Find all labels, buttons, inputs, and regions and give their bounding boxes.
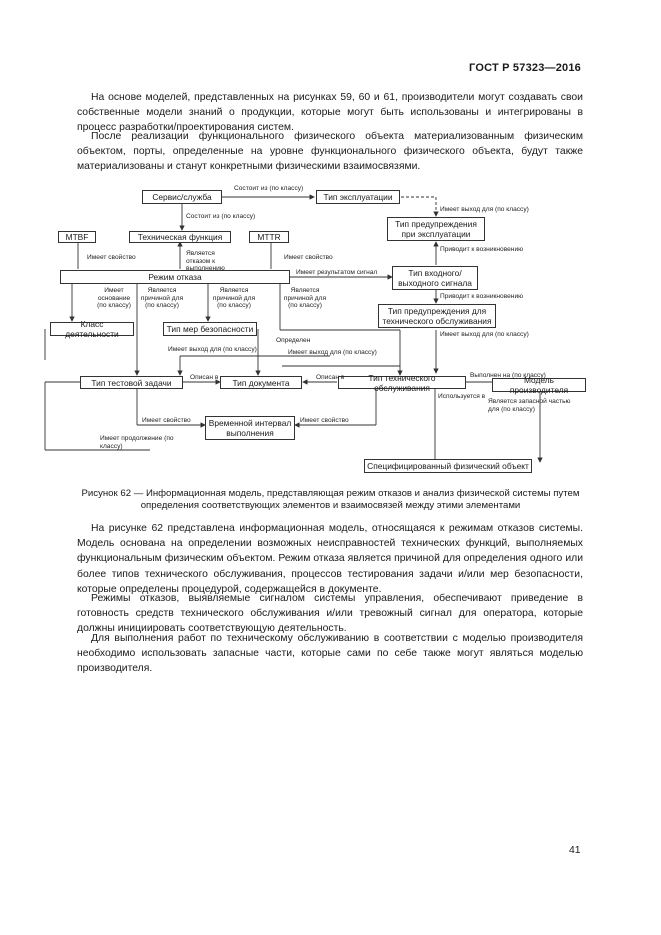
label-is-failure-cause: Является отказом к выполнению — [186, 250, 225, 273]
label-described-in-1: Описан в — [190, 374, 219, 381]
activity-class-box: Класс деятельности — [50, 322, 134, 336]
label-is-spare-part: Является запасной частью для (по классу) — [488, 398, 571, 413]
mtbf-box: MTBF — [58, 231, 96, 243]
tech-function-box: Техническая функция — [129, 231, 231, 243]
label-leads-to-1: Приводит к возникновению — [440, 246, 524, 253]
document-type-box: Тип документа — [220, 376, 302, 389]
io-signal-type-box: Тип входного/ выходного сигнала — [392, 266, 478, 290]
standard-header: ГОСТ Р 57323—2016 — [469, 62, 581, 74]
label-has-result-signal: Имеет результатом сигнал — [296, 269, 378, 276]
test-task-type-box: Тип тестовой задачи — [80, 376, 183, 389]
label-has-property-left: Имеет свойство — [142, 417, 191, 424]
service-box: Сервис/служба — [142, 190, 222, 204]
label-is-used-in: Используется в — [438, 393, 486, 400]
label-has-property-right: Имеет свойство — [300, 417, 349, 424]
label-consists-of-1: Состоит из (по классу) — [234, 185, 304, 192]
label-is-cause-3: Является причиной для (по классу) — [283, 287, 327, 310]
label-has-property-mtbf: Имеет свойство — [87, 254, 136, 261]
label-described-in-2: Описан в — [316, 374, 345, 381]
information-model-diagram — [0, 180, 661, 480]
mttr-box: MTTR — [249, 231, 289, 243]
paragraph-bottom-1: На рисунке 62 представлена информационная модель, относящаяся к режимам отказов системы. Модель основана на определении возможных неисправностей технических функций, выполняемых функциональным физическим объектом. Режим отказа является причиной для определения одного или более типов технического обслуживания, процессов тестирования задачи и/или мер безопасности, которые определены процедурой, содержащейся в документе. — [77, 523, 583, 595]
manufacturer-model-box: Модель производителя — [492, 378, 586, 392]
maintenance-warning-box: Тип предупреждения для технического обслуживания — [378, 304, 496, 328]
label-has-output-4: Имеет выход для (по классу) — [288, 349, 377, 356]
label-has-output-1: Имеет выход для (по классу) — [440, 206, 529, 213]
operation-type-box: Тип эксплуатации — [316, 190, 400, 204]
maintenance-type-box: Тип технического обслуживания — [338, 376, 466, 389]
label-has-basis: Имеет основание (по классу) — [97, 287, 131, 310]
label-is-cause-2: Является причиной для (по классу) — [212, 287, 256, 310]
label-has-output-2: Имеет выход для (по классу) — [440, 331, 529, 338]
safety-measure-type-box: Тип мер безопасности — [163, 322, 257, 336]
operation-warning-box: Тип предупреждения при эксплуатации — [387, 217, 485, 241]
label-is-cause-1: Является причиной для (по классу) — [140, 287, 184, 310]
specified-object-box: Специфицированный физический объект — [364, 459, 532, 473]
time-interval-box: Временной интервал выполнения — [205, 416, 295, 440]
label-has-duration: Имеет продолжение (по классу) — [100, 435, 174, 450]
label-consists-of-2: Состоит из (по классу) — [186, 213, 256, 220]
paragraph-bottom-2: Режимы отказов, выявляемые сигналом системы управления, обеспечивают приведение в готовность средств технического обслуживания и/или тревожный сигнал для оператора, которые должны инициировать соответствующую деятельность. — [77, 593, 583, 635]
label-defined: Определен — [276, 337, 311, 344]
label-performed-by: Выполнен на (по классу) — [470, 372, 546, 379]
figure-caption: Рисунок 62 — Информационная модель, представляющая режим отказов и анализ физической системы путем определения соответствующих элементов и взаимосвязей между этими элементами — [81, 488, 580, 511]
label-has-property-mttr: Имеет свойство — [284, 254, 333, 261]
page-number: 41 — [569, 845, 581, 856]
label-leads-to-2: Приводит к возникновению — [440, 293, 524, 300]
paragraph-top-2: После реализации функционального физического объекта материализованным физическим объектом, порты, определенные на уровне функционального физического объекта, будут также материализованы и станут конкретными физическими взаимосвязями. — [77, 131, 583, 173]
paragraph-top-1: На основе моделей, представленных на рисунках 59, 60 и 61, производители могут создавать свои собственные модели знаний о продукции, которые могут быть использованы и интегрированы в процесс разработки/проектирования систем. — [77, 92, 583, 134]
failure-mode-box: Режим отказа — [60, 270, 290, 284]
label-has-output-3: Имеет выход для (по классу) — [168, 346, 257, 353]
paragraph-bottom-3: Для выполнения работ по техническому обслуживанию в соответствии с моделью производителя необходимо использовать запасные части, которые сами по себе также могут являться моделью производителя. — [77, 633, 583, 675]
